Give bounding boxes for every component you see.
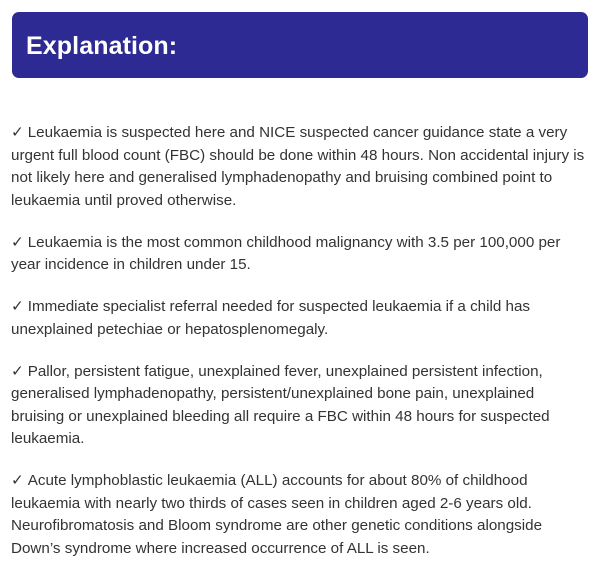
- explanation-title: Explanation:: [26, 32, 178, 60]
- explanation-point-text: Leukaemia is the most common childhood malignancy with 3.5 per 100,000 per year incidence in children under 15.: [11, 233, 561, 273]
- check-icon: ✓: [11, 298, 24, 315]
- check-icon: ✓: [11, 124, 24, 141]
- explanation-point: [11, 232, 591, 277]
- explanation-point-text: Acute lymphoblastic leukaemia (ALL) accounts for about 80% of childhood leukaemia with nearly two thirds of cases seen in children aged 2-6 years old. Neurofibromatosis and Bloom syndrome are other genetic conditions alongside Down’s syndrome where increased occurrence of ALL is seen.: [11, 472, 543, 557]
- explanation-header: [12, 12, 588, 78]
- explanation-point: [11, 122, 591, 212]
- explanation-point-text: Leukaemia is suspected here and NICE suspected cancer guidance state a very urgent full blood count (FBC) should be done within 48 hours. Non accidental injury is not likely here and generalised lymphadenopathy and bruising combined point to leukaemia until proved otherwise.: [11, 124, 585, 209]
- explanation-point: [11, 470, 591, 560]
- explanation-point-text: Immediate specialist referral needed for suspected leukaemia if a child has unexplained petechiae or hepatosplenomegaly.: [11, 298, 531, 338]
- explanation-body: [11, 122, 591, 580]
- check-icon: ✓: [11, 362, 24, 380]
- explanation-point-text: Pallor, persistent fatigue, unexplained fever, unexplained persistent infection, generalised lymphadenopathy, persistent/unexplained bone pain, unexplained bruising or unexplained bleeding all require a FBC within 48 hours for suspected leukaemia.: [11, 362, 550, 447]
- explanation-point: [11, 296, 591, 341]
- check-icon: ✓: [11, 233, 24, 251]
- explanation-point: [11, 361, 591, 451]
- check-icon: ✓: [11, 472, 24, 489]
